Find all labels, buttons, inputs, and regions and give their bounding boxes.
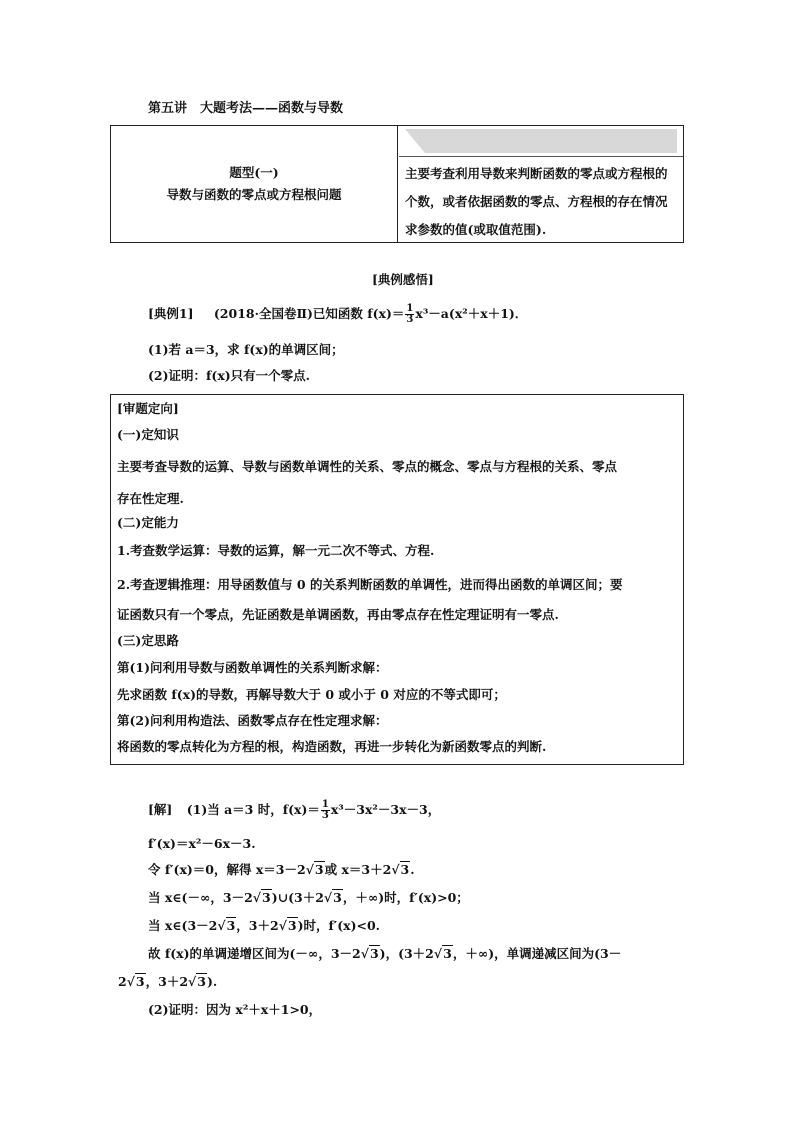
topic-table (110, 125, 684, 243)
topic-number: 题型(一) (229, 165, 279, 180)
solution-line-5: 当 x∈(3－2√3，3＋2√3)时，f′(x)<0. (148, 918, 381, 933)
fraction: $\frac{1}{3}$ (406, 303, 414, 325)
knowledge-line-1: 主要考查导数的运算、导数与函数单调性的关系、零点的概念、零点与方程根的关系、零点 (117, 459, 618, 474)
question-2: (2)证明：f(x)只有一个零点. (148, 368, 311, 383)
topic-name: 导数与函数的零点或方程根问题 (166, 187, 342, 202)
example-statement (148, 304, 527, 325)
box-title: [审题定向] (117, 401, 179, 416)
topic-description: 主要考查利用导数来判断函数的零点或方程根的个数，或者依据函数的零点、方程根的存在情况求参数的值(或取值范围). (405, 166, 668, 237)
decorative-banner (405, 129, 677, 153)
topic-cell (111, 126, 397, 242)
approach-part-2-detail: 将函数的零点转化为方程的根，构造函数，再进一步转化为新函数零点的判断. (117, 739, 547, 754)
solution-line-4: 当 x∈(－∞，3－2√3)∪(3＋2√3，＋∞)时，f′(x)>0； (148, 890, 469, 905)
solution-line-1: [解] (1)当 a＝3 时，f(x)＝ $\frac{1}{3}$ x³－3x²－3x－3， (148, 799, 441, 821)
banner-rule (399, 156, 683, 157)
approach-part-1-detail: 先求函数 f(x)的导数，再解导数大于 0 或小于 0 对应的不等式即可； (117, 687, 506, 702)
solution-label: [解] (148, 802, 173, 817)
question-1: (1)若 a＝3，求 f(x)的单调区间； (148, 342, 344, 357)
subsection-ability: (二)定能力 (117, 515, 179, 530)
solution-line-2: f′(x)＝x²－6x－3. (148, 836, 256, 851)
ability-item-2-line-1: 2.考查逻辑推理：用导函数值与 0 的关系判断函数的单调性，进而得出函数的单调区间；要 (117, 577, 623, 592)
fraction: $\frac{1}{3}$ (321, 799, 329, 821)
solution-line-3: 令 f′(x)＝0，解得 x＝3－2√3或 x＝3＋2√3. (148, 862, 415, 877)
table-divider (397, 126, 398, 242)
approach-part-2: 第(2)问利用构造法、函数零点存在性定理求解： (117, 713, 388, 728)
solution-line-7: 2√3，3＋2√3). (118, 974, 218, 989)
subsection-knowledge: (一)定知识 (117, 427, 179, 442)
subsection-approach: (三)定思路 (117, 633, 179, 648)
example-source: (2018·全国卷Ⅱ)已知函数 f(x)＝ (213, 306, 405, 321)
ability-item-1: 1.考查数学运算：导数的运算，解一元二次不等式、方程. (117, 543, 435, 558)
example-label: [典例1] (148, 306, 194, 321)
solution-line-6: 故 f(x)的单调递增区间为(－∞，3－2√3)，(3＋2√3，＋∞)，单调递减区间为(3－ (148, 946, 622, 961)
ability-item-2-line-2: 证函数只有一个零点，先证函数是单调函数，再由零点存在性定理证明有一零点. (117, 607, 559, 622)
analysis-box (110, 394, 684, 765)
section-heading: [典例感悟] (372, 272, 434, 287)
example-function: x³－a(x²＋x＋1)． (415, 306, 528, 321)
solution-line-8: (2)证明：因为 x²＋x＋1>0， (148, 1002, 322, 1017)
approach-part-1: 第(1)问利用导数与函数单调性的关系判断求解： (117, 660, 388, 675)
page-title: 第五讲 大题考法——函数与导数 (148, 101, 344, 116)
knowledge-line-2: 存在性定理. (117, 491, 184, 506)
